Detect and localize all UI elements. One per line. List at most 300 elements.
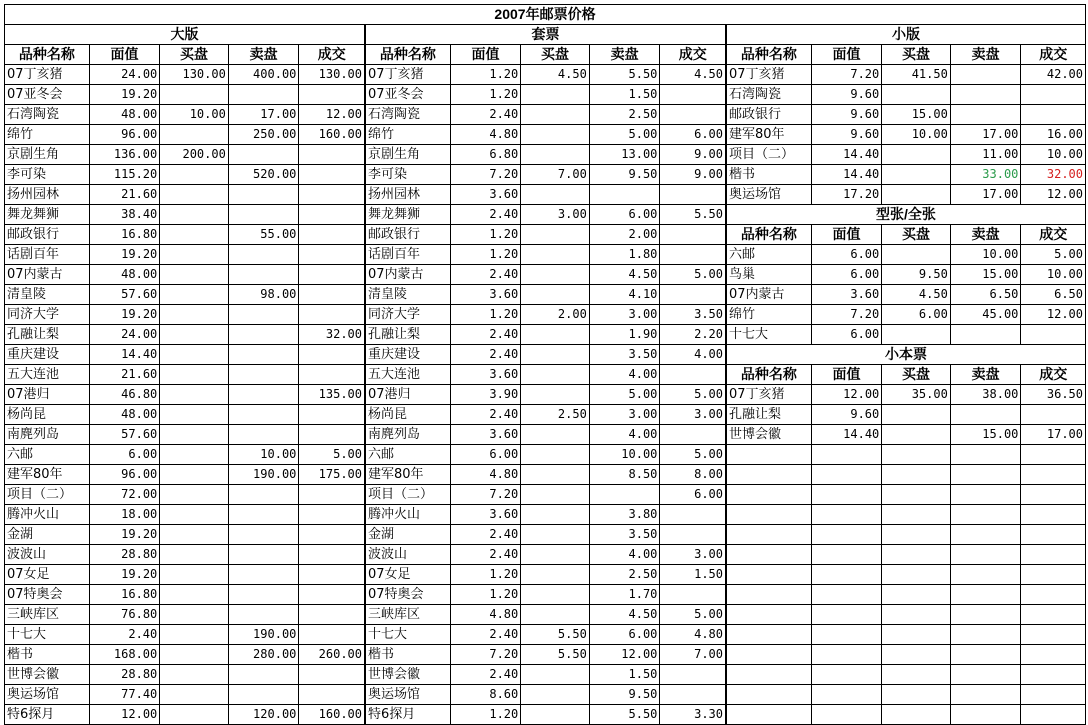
price-cell: 10.00 xyxy=(160,105,229,125)
price-cell xyxy=(950,105,1021,125)
price-cell: 45.00 xyxy=(950,305,1021,325)
price-cell xyxy=(228,385,299,405)
table-row xyxy=(366,625,726,645)
stamp-name-cell: 项目（二） xyxy=(366,485,451,505)
price-cell: 5.00 xyxy=(660,605,726,625)
price-cell xyxy=(660,525,726,545)
price-cell: 7.00 xyxy=(660,645,726,665)
price-cell: 400.00 xyxy=(228,65,299,85)
table-row xyxy=(366,505,726,525)
blank-cell xyxy=(882,485,951,505)
table-row xyxy=(5,205,365,225)
blank-cell xyxy=(1021,545,1086,565)
price-cell: 160.00 xyxy=(299,125,365,145)
price-cell xyxy=(299,665,365,685)
price-cell: 48.00 xyxy=(89,405,160,425)
price-cell xyxy=(882,145,951,165)
price-cell: 2.40 xyxy=(450,545,521,565)
blank-cell xyxy=(882,625,951,645)
price-cell xyxy=(160,465,229,485)
price-cell: 18.00 xyxy=(89,505,160,525)
blank-cell xyxy=(811,645,882,665)
blank-row xyxy=(727,585,1086,605)
price-cell xyxy=(882,425,951,445)
stamp-name-cell: 奥运场馆 xyxy=(366,685,451,705)
column-header: 成交 xyxy=(660,45,726,65)
blank-cell xyxy=(811,585,882,605)
price-cell: 19.20 xyxy=(89,565,160,585)
price-cell: 4.80 xyxy=(450,465,521,485)
price-cell: 57.60 xyxy=(89,285,160,305)
blank-row xyxy=(727,605,1086,625)
price-cell xyxy=(521,665,590,685)
taopiao-section-title: 套票 xyxy=(366,25,726,45)
blank-cell xyxy=(1021,585,1086,605)
stamp-name-cell: 十七大 xyxy=(5,625,90,645)
price-cell: 3.50 xyxy=(660,305,726,325)
price-cell: 4.50 xyxy=(521,65,590,85)
price-cell xyxy=(521,345,590,365)
price-cell: 12.00 xyxy=(589,645,660,665)
table-row xyxy=(5,165,365,185)
stamp-name-cell: 孔融让梨 xyxy=(366,325,451,345)
blank-cell xyxy=(882,665,951,685)
price-cell: 5.50 xyxy=(589,705,660,725)
taopiao-header-row xyxy=(366,45,726,65)
stamp-name-cell: 重庆建设 xyxy=(5,345,90,365)
blank-cell xyxy=(882,585,951,605)
price-cell: 10.00 xyxy=(1021,145,1086,165)
price-cell: 12.00 xyxy=(1021,185,1086,205)
blank-row xyxy=(727,505,1086,525)
price-cell xyxy=(160,545,229,565)
price-cell: 4.00 xyxy=(660,345,726,365)
column-header: 面值 xyxy=(450,45,521,65)
price-cell: 3.60 xyxy=(450,185,521,205)
price-cell: 3.30 xyxy=(660,705,726,725)
price-cell xyxy=(660,685,726,705)
stamp-name-cell: 十七大 xyxy=(366,625,451,645)
stamp-name-cell: 波波山 xyxy=(5,545,90,565)
price-cell xyxy=(521,565,590,585)
table-row xyxy=(366,685,726,705)
price-cell xyxy=(589,485,660,505)
stamp-name-cell: 扬州园林 xyxy=(5,185,90,205)
table-row xyxy=(5,485,365,505)
stamp-name-cell: 舞龙舞狮 xyxy=(366,205,451,225)
price-cell: 72.00 xyxy=(89,485,160,505)
table-row xyxy=(366,365,726,385)
price-cell xyxy=(228,205,299,225)
price-cell: 5.00 xyxy=(589,385,660,405)
price-cell xyxy=(521,525,590,545)
price-cell: 6.00 xyxy=(589,205,660,225)
price-cell: 1.50 xyxy=(589,85,660,105)
price-cell: 4.50 xyxy=(660,65,726,85)
price-cell: 1.20 xyxy=(450,225,521,245)
table-row xyxy=(366,65,726,85)
blank-cell xyxy=(882,445,951,465)
stamp-name-cell: 清皇陵 xyxy=(366,285,451,305)
stamp-name-cell: 石湾陶瓷 xyxy=(366,105,451,125)
price-cell: 7.00 xyxy=(521,165,590,185)
stamp-name-cell: 07丁亥猪 xyxy=(5,65,90,85)
stamp-name-cell: 世博会徽 xyxy=(366,665,451,685)
price-cell: 115.20 xyxy=(89,165,160,185)
stamp-name-cell: 三峡库区 xyxy=(366,605,451,625)
stamp-name-cell: 同济大学 xyxy=(366,305,451,325)
price-cell: 2.50 xyxy=(589,105,660,125)
price-cell: 9.50 xyxy=(882,265,951,285)
table-row xyxy=(366,645,726,665)
price-cell: 28.80 xyxy=(89,545,160,565)
price-cell: 14.40 xyxy=(811,165,882,185)
stamp-name-cell: 邮政银行 xyxy=(366,225,451,245)
price-cell xyxy=(521,385,590,405)
price-cell xyxy=(521,145,590,165)
column-header: 卖盘 xyxy=(950,45,1021,65)
price-cell xyxy=(160,305,229,325)
price-cell xyxy=(160,525,229,545)
table-row xyxy=(5,325,365,345)
stamp-name-cell: 李可染 xyxy=(366,165,451,185)
price-cell: 10.00 xyxy=(882,125,951,145)
price-cell: 5.00 xyxy=(299,445,365,465)
column-header: 卖盘 xyxy=(589,45,660,65)
table-row xyxy=(366,465,726,485)
price-cell: 1.20 xyxy=(450,705,521,725)
blank-cell xyxy=(727,505,812,525)
price-cell xyxy=(160,185,229,205)
price-cell: 1.80 xyxy=(589,245,660,265)
price-cell: 38.00 xyxy=(950,385,1021,405)
blank-cell xyxy=(882,565,951,585)
blank-row xyxy=(727,545,1086,565)
price-cell: 2.40 xyxy=(450,325,521,345)
price-cell: 19.20 xyxy=(89,525,160,545)
table-row xyxy=(366,325,726,345)
price-cell xyxy=(228,265,299,285)
price-cell xyxy=(228,245,299,265)
stamp-name-cell: 07港归 xyxy=(366,385,451,405)
stamp-name-cell: 特6探月 xyxy=(366,705,451,725)
blank-cell xyxy=(1021,445,1086,465)
table-row xyxy=(727,385,1086,405)
price-cell: 260.00 xyxy=(299,645,365,665)
price-cell: 12.00 xyxy=(811,385,882,405)
table-row xyxy=(5,445,365,465)
table-row xyxy=(366,425,726,445)
stamp-name-cell: 绵竹 xyxy=(5,125,90,145)
price-cell xyxy=(160,645,229,665)
price-cell: 17.00 xyxy=(950,185,1021,205)
column-header: 成交 xyxy=(299,45,365,65)
price-cell xyxy=(521,425,590,445)
price-cell: 2.40 xyxy=(450,345,521,365)
price-cell: 3.90 xyxy=(450,385,521,405)
price-cell: 57.60 xyxy=(89,425,160,445)
price-cell xyxy=(299,605,365,625)
stamp-name-cell: 杨尚昆 xyxy=(5,405,90,425)
right-tables xyxy=(726,24,1086,725)
price-cell xyxy=(521,125,590,145)
table-row xyxy=(366,285,726,305)
price-cell: 5.00 xyxy=(660,265,726,285)
table-row xyxy=(366,225,726,245)
xiaoban-header-row xyxy=(727,45,1086,65)
table-row xyxy=(366,405,726,425)
price-cell: 3.00 xyxy=(660,405,726,425)
price-cell xyxy=(660,245,726,265)
price-cell: 1.50 xyxy=(589,665,660,685)
column-header: 面值 xyxy=(811,225,882,245)
blank-cell xyxy=(950,565,1021,585)
price-cell: 120.00 xyxy=(228,705,299,725)
blank-cell xyxy=(727,525,812,545)
stamp-name-cell: 李可染 xyxy=(5,165,90,185)
price-cell xyxy=(299,305,365,325)
price-cell: 48.00 xyxy=(89,265,160,285)
price-cell xyxy=(228,665,299,685)
price-cell xyxy=(660,185,726,205)
price-cell: 98.00 xyxy=(228,285,299,305)
table-row xyxy=(366,185,726,205)
price-cell: 6.00 xyxy=(589,625,660,645)
price-cell: 11.00 xyxy=(950,145,1021,165)
table-row xyxy=(727,265,1086,285)
blank-row xyxy=(727,625,1086,645)
stamp-name-cell: 石湾陶瓷 xyxy=(5,105,90,125)
price-cell: 9.50 xyxy=(589,685,660,705)
blank-cell xyxy=(1021,645,1086,665)
price-cell xyxy=(299,205,365,225)
column-header: 买盘 xyxy=(882,45,951,65)
price-cell xyxy=(160,445,229,465)
price-cell: 7.20 xyxy=(811,305,882,325)
table-row xyxy=(727,105,1086,125)
blank-cell xyxy=(950,465,1021,485)
stamp-name-cell: 清皇陵 xyxy=(5,285,90,305)
stamp-name-cell: 绵竹 xyxy=(727,305,812,325)
xiaoben-header-row xyxy=(727,365,1086,385)
column-header: 成交 xyxy=(1021,225,1086,245)
price-cell: 15.00 xyxy=(882,105,951,125)
table-row xyxy=(727,305,1086,325)
column-header: 卖盘 xyxy=(950,365,1021,385)
price-cell: 9.60 xyxy=(811,105,882,125)
price-cell xyxy=(521,685,590,705)
price-cell: 1.20 xyxy=(450,565,521,585)
price-cell xyxy=(660,585,726,605)
price-cell: 6.50 xyxy=(950,285,1021,305)
price-cell: 15.00 xyxy=(950,265,1021,285)
price-cell xyxy=(299,545,365,565)
xingzhang-section-title: 型张/全张 xyxy=(727,205,1086,225)
price-cell: 9.50 xyxy=(589,165,660,185)
xiaoban-section-title: 小版 xyxy=(727,25,1086,45)
price-cell: 46.80 xyxy=(89,385,160,405)
price-cell: 12.00 xyxy=(299,105,365,125)
price-cell: 3.60 xyxy=(450,365,521,385)
price-cell xyxy=(299,245,365,265)
price-cell xyxy=(160,565,229,585)
stamp-name-cell: 南麂列岛 xyxy=(5,425,90,445)
price-cell xyxy=(160,625,229,645)
table-row xyxy=(5,65,365,85)
price-cell xyxy=(160,125,229,145)
price-cell: 280.00 xyxy=(228,645,299,665)
table-row xyxy=(366,385,726,405)
price-cell: 8.60 xyxy=(450,685,521,705)
price-cell xyxy=(160,225,229,245)
price-cell: 2.50 xyxy=(589,565,660,585)
price-cell xyxy=(299,345,365,365)
table-row xyxy=(366,85,726,105)
price-cell xyxy=(228,405,299,425)
price-cell xyxy=(660,225,726,245)
price-cell: 16.80 xyxy=(89,225,160,245)
price-cell xyxy=(228,345,299,365)
blank-cell xyxy=(727,605,812,625)
blank-cell xyxy=(1021,625,1086,645)
price-cell: 4.80 xyxy=(450,605,521,625)
price-cell: 32.00 xyxy=(299,325,365,345)
table-row xyxy=(727,85,1086,105)
price-cell: 17.00 xyxy=(950,125,1021,145)
price-cell xyxy=(950,85,1021,105)
stamp-name-cell: 07亚冬会 xyxy=(5,85,90,105)
blank-cell xyxy=(882,605,951,625)
stamp-name-cell: 奥运场馆 xyxy=(5,685,90,705)
blank-row xyxy=(727,485,1086,505)
price-cell: 4.80 xyxy=(660,625,726,645)
price-cell xyxy=(160,165,229,185)
price-cell: 7.20 xyxy=(450,645,521,665)
blank-cell xyxy=(727,625,812,645)
blank-cell xyxy=(727,445,812,465)
price-cell xyxy=(160,325,229,345)
stamp-name-cell: 特6探月 xyxy=(5,705,90,725)
column-header: 品种名称 xyxy=(727,225,812,245)
table-row xyxy=(727,185,1086,205)
price-cell: 175.00 xyxy=(299,465,365,485)
price-cell xyxy=(660,505,726,525)
price-cell: 17.00 xyxy=(228,105,299,125)
price-cell xyxy=(160,345,229,365)
stamp-name-cell: 07港归 xyxy=(5,385,90,405)
table-row xyxy=(366,445,726,465)
price-cell: 6.00 xyxy=(882,305,951,325)
column-header: 买盘 xyxy=(882,225,951,245)
price-cell: 14.40 xyxy=(89,345,160,365)
table-row xyxy=(5,85,365,105)
price-cell xyxy=(160,365,229,385)
stamp-name-cell: 孔融让梨 xyxy=(727,405,812,425)
price-cell xyxy=(228,325,299,345)
price-cell xyxy=(160,285,229,305)
price-cell xyxy=(160,485,229,505)
blank-row xyxy=(727,665,1086,685)
price-cell xyxy=(299,405,365,425)
table-row xyxy=(366,165,726,185)
stamp-name-cell: 世博会徽 xyxy=(5,665,90,685)
daban-header-row xyxy=(5,45,365,65)
table-row xyxy=(5,425,365,445)
stamp-name-cell: 07女足 xyxy=(366,565,451,585)
blank-cell xyxy=(727,485,812,505)
price-cell xyxy=(228,565,299,585)
price-cell: 17.20 xyxy=(811,185,882,205)
price-cell: 5.00 xyxy=(660,385,726,405)
price-cell: 41.50 xyxy=(882,65,951,85)
price-cell: 2.40 xyxy=(450,665,521,685)
price-cell xyxy=(299,265,365,285)
price-cell xyxy=(882,405,951,425)
price-cell: 190.00 xyxy=(228,465,299,485)
price-cell xyxy=(660,85,726,105)
price-cell: 42.00 xyxy=(1021,65,1086,85)
price-cell: 5.50 xyxy=(660,205,726,225)
price-cell: 21.60 xyxy=(89,185,160,205)
blank-cell xyxy=(882,685,951,705)
table-row xyxy=(366,525,726,545)
table-row xyxy=(366,485,726,505)
table-row xyxy=(5,265,365,285)
price-cell: 2.40 xyxy=(450,205,521,225)
blank-cell xyxy=(950,645,1021,665)
blank-cell xyxy=(727,685,812,705)
price-cell xyxy=(160,665,229,685)
stamp-name-cell: 邮政银行 xyxy=(727,105,812,125)
column-header: 品种名称 xyxy=(727,45,812,65)
blank-cell xyxy=(811,685,882,705)
price-cell xyxy=(521,605,590,625)
table-row xyxy=(727,285,1086,305)
stamp-name-cell: 六邮 xyxy=(366,445,451,465)
price-cell xyxy=(160,405,229,425)
stamp-name-cell: 五大连池 xyxy=(366,365,451,385)
table-row xyxy=(5,665,365,685)
price-cell: 5.00 xyxy=(589,125,660,145)
price-cell: 1.50 xyxy=(660,565,726,585)
price-cell: 3.60 xyxy=(450,285,521,305)
table-row xyxy=(727,245,1086,265)
price-cell: 6.00 xyxy=(811,245,882,265)
price-cell xyxy=(228,305,299,325)
title-table xyxy=(4,4,1086,25)
price-cell xyxy=(521,185,590,205)
price-cell xyxy=(160,585,229,605)
price-cell: 3.50 xyxy=(589,525,660,545)
blank-cell xyxy=(882,705,951,725)
price-cell xyxy=(160,425,229,445)
price-cell: 6.00 xyxy=(450,445,521,465)
price-cell xyxy=(882,85,951,105)
price-cell xyxy=(160,705,229,725)
price-cell: 2.50 xyxy=(521,405,590,425)
table-row xyxy=(366,345,726,365)
stamp-name-cell: 重庆建设 xyxy=(366,345,451,365)
price-cell: 9.00 xyxy=(660,165,726,185)
price-cell xyxy=(882,325,951,345)
column-header: 品种名称 xyxy=(5,45,90,65)
price-cell: 7.20 xyxy=(811,65,882,85)
blank-cell xyxy=(950,485,1021,505)
price-cell: 19.20 xyxy=(89,85,160,105)
price-cell: 77.40 xyxy=(89,685,160,705)
xiaoben-section-title: 小本票 xyxy=(727,345,1086,365)
price-cell: 3.60 xyxy=(811,285,882,305)
